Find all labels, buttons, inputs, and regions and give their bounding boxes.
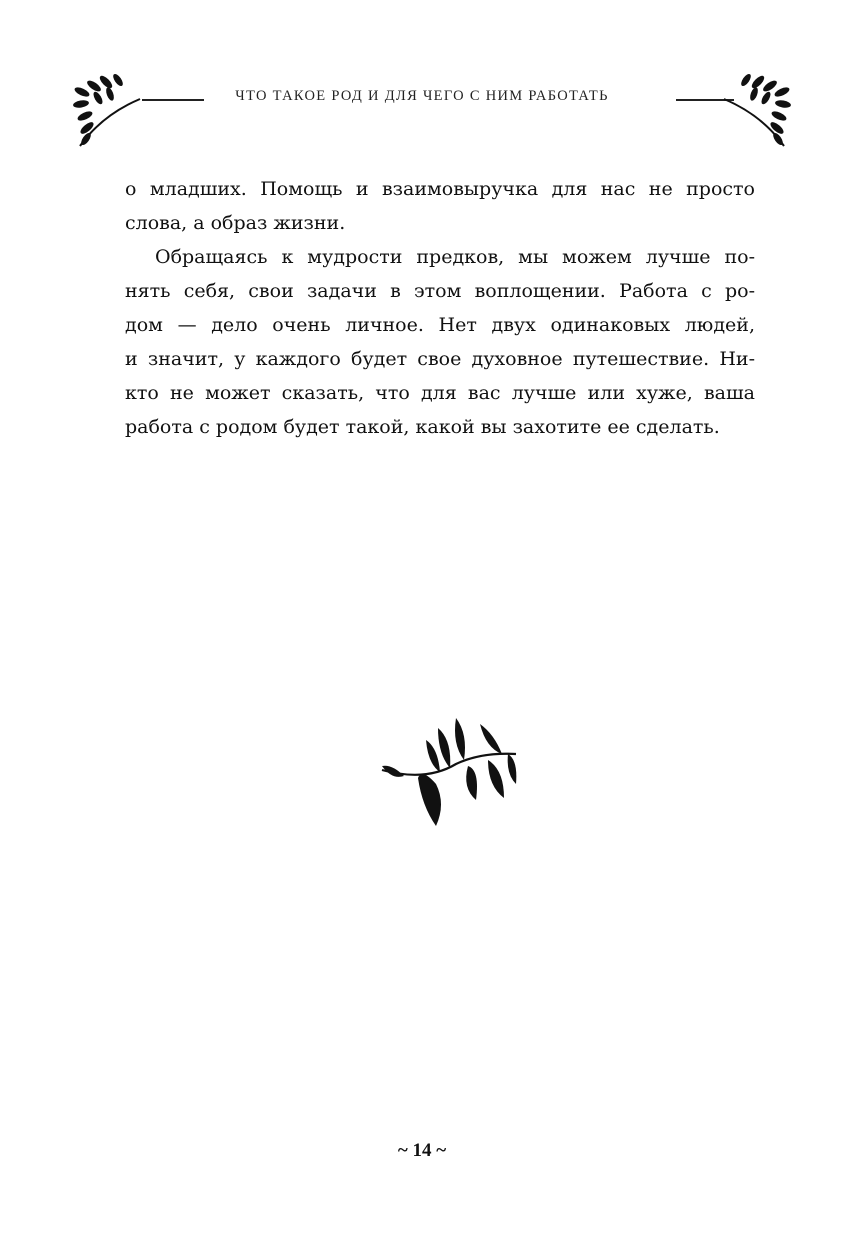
leaf-branch-icon [376,714,521,829]
wheat-sprig-icon [72,70,142,150]
page-number: ~ 14 ~ [397,1140,447,1161]
text-line: кто не может сказать, что для вас лучше или хуже, ваша [125,382,755,404]
body-text [125,172,755,444]
running-header [0,60,844,150]
text-line: о младших. Помощь и взаимовыручка для нас не просто [125,178,755,200]
text-line: и значит, у каждого будет свое духовное путешествие. Ни- [125,348,755,370]
running-title: ЧТО ТАКОЕ РОД И ДЛЯ ЧЕГО С НИМ РАБОТАТЬ [235,88,609,104]
text-line: работа с родом будет такой, какой вы захотите ее сделать. [125,416,720,438]
paragraph-2 [125,240,755,444]
text-line: Обращаясь к мудрости предков, мы можем лучше по- [155,246,755,268]
text-line: слова, а образ жизни. [125,212,346,234]
paragraph-1 [125,172,755,240]
wheat-sprig-icon [722,70,792,150]
text-line: дом — дело очень личное. Нет двух одинаковых людей, [125,314,755,336]
text-line: нять себя, свои задачи в этом воплощении. Работа с ро- [125,280,755,302]
